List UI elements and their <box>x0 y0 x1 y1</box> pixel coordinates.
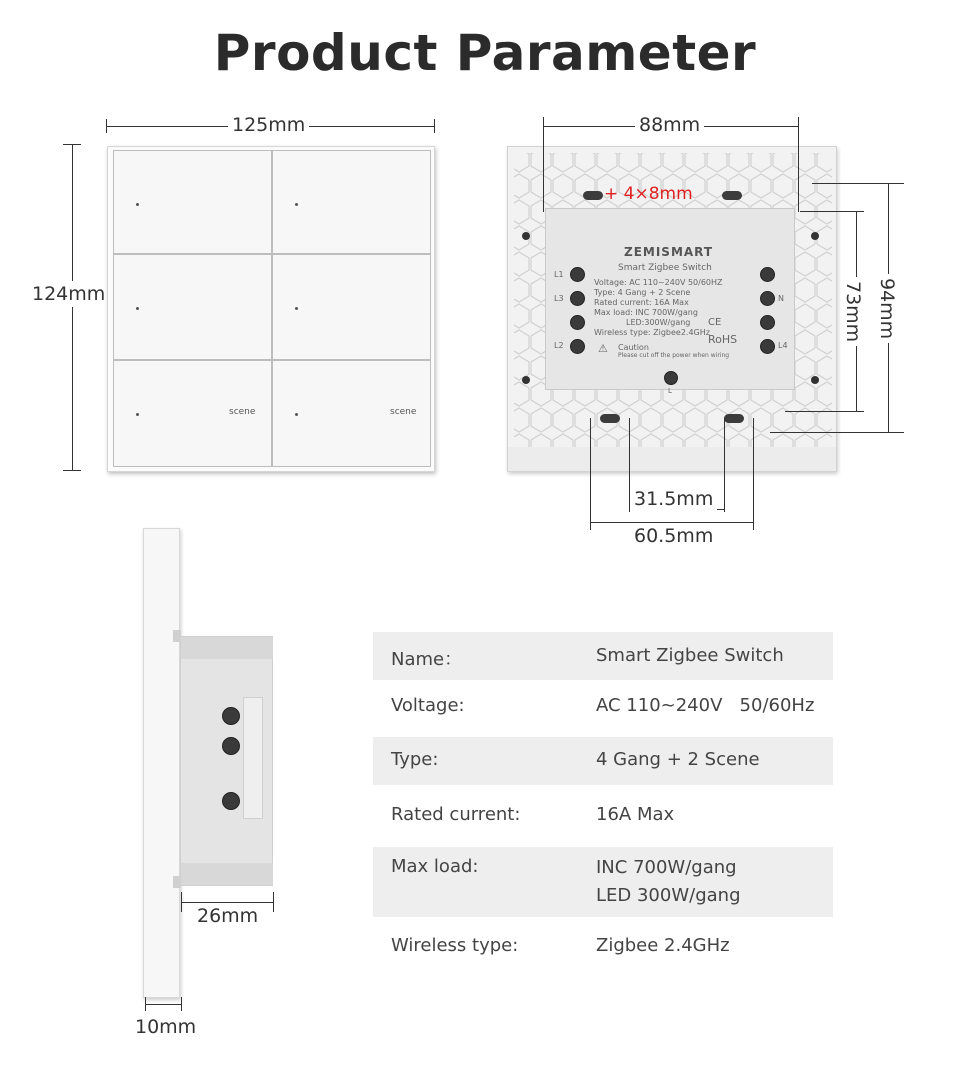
spec-line: Max load: INC 700W/gang <box>594 308 698 317</box>
spec-key: Wireless type: <box>391 935 519 956</box>
dim-tick <box>434 119 435 133</box>
dim-extension-line <box>770 432 904 433</box>
spec-line: Type: 4 Gang + 2 Scene <box>594 288 691 297</box>
dim-tick <box>63 470 81 471</box>
spec-row <box>373 684 833 732</box>
hole-size-text: 4×8mm <box>623 184 693 204</box>
indicator-dot <box>136 203 139 206</box>
rohs-mark: RoHS <box>708 333 738 346</box>
dim-extension-line <box>800 211 864 212</box>
spec-value: LED 300W/gang <box>596 885 741 906</box>
caution-text: Please cut off the power when wiring <box>618 352 730 359</box>
terminal-screw <box>570 267 585 282</box>
spec-line: Rated current: 16A Max <box>594 298 689 307</box>
long-dimension-line <box>590 522 753 523</box>
brand-label: ZEMISMART <box>624 245 714 259</box>
indicator-dot <box>295 413 298 416</box>
terminal-label: L4 <box>778 341 788 350</box>
mounting-slot <box>722 191 742 200</box>
switch-key <box>113 150 272 254</box>
screw-hole <box>522 376 530 384</box>
depth-dimension-line <box>181 902 273 903</box>
outer-height-label: 94mm <box>876 274 898 343</box>
terminal-block <box>243 697 263 819</box>
spec-row <box>373 847 833 917</box>
terminal-label: L2 <box>554 341 564 350</box>
switch-side-body <box>180 636 273 886</box>
body-edge <box>181 637 273 659</box>
caution-title: Caution <box>618 343 649 352</box>
switch-front-panel <box>107 146 435 472</box>
warning-icon: ⚠ <box>598 342 608 355</box>
dim-extension-line <box>273 892 274 912</box>
scene-key <box>272 360 431 467</box>
body-edge <box>181 863 273 885</box>
dim-extension-line <box>590 418 591 530</box>
product-line-label: Smart Zigbee Switch <box>618 263 712 273</box>
hole-size-label <box>604 184 693 204</box>
terminal-screw <box>570 339 585 354</box>
screw-hole <box>522 232 530 240</box>
mounting-slot <box>724 414 744 423</box>
scene-label: scene <box>229 407 256 417</box>
spec-key: Rated current: <box>391 804 521 825</box>
terminal-label: L3 <box>554 294 564 303</box>
terminal-screw <box>760 267 775 282</box>
switch-key <box>272 254 431 360</box>
spec-line: Wireless type: Zigbee2.4GHz <box>594 328 710 337</box>
spec-value: 16A Max <box>596 804 675 825</box>
dim-extension-line <box>798 117 799 212</box>
switch-key <box>113 254 272 360</box>
indicator-dot <box>136 413 139 416</box>
terminal-screw <box>760 315 775 330</box>
front-height-label: 124mm <box>32 283 106 305</box>
page-title: Product Parameter <box>213 24 757 82</box>
indicator-dot <box>136 307 139 310</box>
dim-extension-line <box>724 418 725 512</box>
clip <box>173 630 181 642</box>
scene-key <box>113 360 272 467</box>
dim-extension-line <box>812 183 904 184</box>
indicator-dot <box>295 203 298 206</box>
dim-extension-line <box>785 411 864 412</box>
ce-mark: CE <box>708 317 722 328</box>
side-screw <box>222 737 240 755</box>
bottom-short-label: 31.5mm <box>630 488 717 510</box>
terminal-screw <box>760 291 775 306</box>
inner-height-label: 73mm <box>842 277 864 346</box>
spec-row <box>373 632 833 680</box>
spec-key: Type: <box>391 749 439 770</box>
spec-value: Zigbee 2.4GHz <box>596 935 730 956</box>
clip <box>173 876 181 888</box>
front-width-label: 125mm <box>228 114 309 136</box>
dim-extension-line <box>181 997 182 1011</box>
plate-dimension-line <box>145 1004 181 1005</box>
terminal-screw <box>570 291 585 306</box>
side-screw <box>222 792 240 810</box>
dim-extension-line <box>543 117 544 212</box>
spec-row <box>373 791 833 839</box>
plus-icon: + <box>604 184 624 204</box>
scene-label: scene <box>390 407 417 417</box>
spec-value: 4 Gang + 2 Scene <box>596 749 760 770</box>
mounting-slot <box>583 191 603 200</box>
center-label: L <box>668 387 672 395</box>
plate-thickness-label: 10mm <box>131 1016 200 1038</box>
center-screw <box>664 371 678 385</box>
terminal-screw <box>760 339 775 354</box>
spec-value: INC 700W/gang <box>596 857 737 878</box>
depth-label: 26mm <box>193 905 262 927</box>
spec-value: AC 110~240V 50/60Hz <box>596 695 815 716</box>
mounting-slot <box>600 414 620 423</box>
spec-key: Max load: <box>391 856 479 877</box>
height-dimension-line <box>72 144 73 470</box>
screw-hole <box>811 232 819 240</box>
dim-extension-line <box>753 418 754 530</box>
back-width-label: 88mm <box>635 114 704 136</box>
spec-line: LED:300W/gang <box>626 318 691 327</box>
back-module <box>545 208 795 395</box>
spec-key: Name： <box>391 649 463 670</box>
spec-line: Voltage: AC 110~240V 50/60HZ <box>594 278 723 287</box>
terminal-label: N <box>778 294 784 303</box>
spec-row <box>373 922 833 970</box>
terminal-label: L1 <box>554 270 564 279</box>
switch-side-plate <box>143 528 180 998</box>
terminal-screw <box>570 315 585 330</box>
spec-row <box>373 737 833 785</box>
screw-hole <box>811 376 819 384</box>
side-screw <box>222 707 240 725</box>
switch-key <box>272 150 431 254</box>
bottom-long-label: 60.5mm <box>630 525 717 547</box>
spec-value: Smart Zigbee Switch <box>596 645 784 666</box>
indicator-dot <box>295 307 298 310</box>
spec-key: Voltage: <box>391 695 465 716</box>
